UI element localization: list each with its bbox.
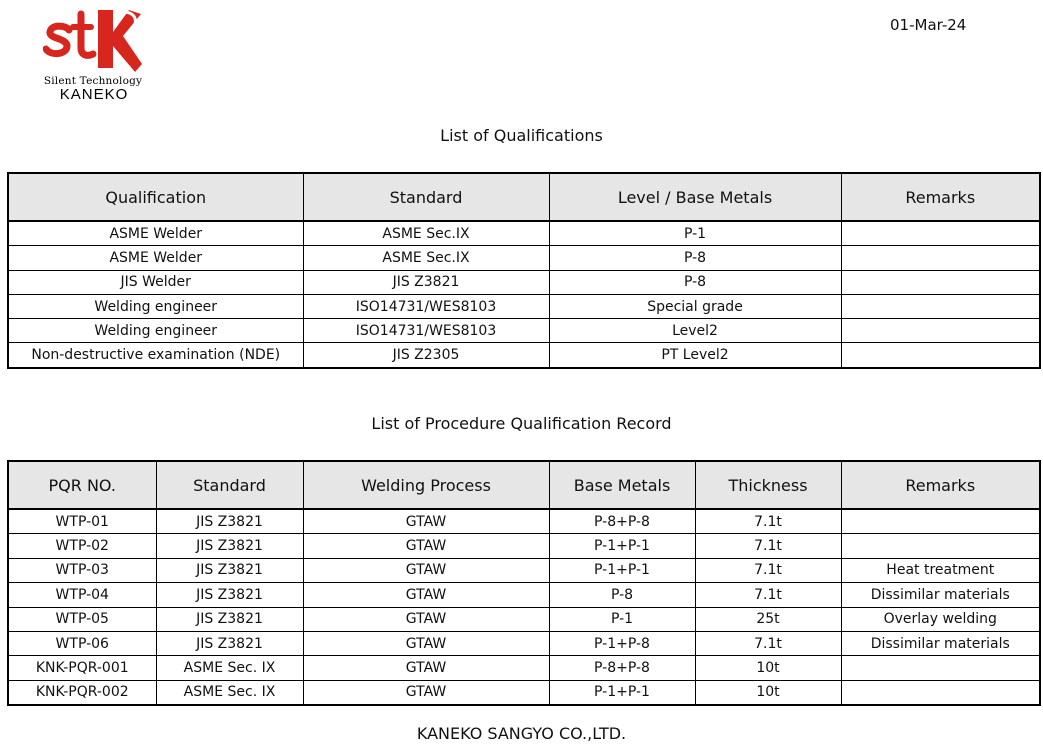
table-cell: 7.1t xyxy=(695,534,841,558)
table-cell: Dissimilar materials xyxy=(841,631,1040,655)
company-logo xyxy=(40,6,144,103)
table-cell: P-8 xyxy=(549,270,841,294)
logo-company-name: KANEKO xyxy=(59,86,129,103)
table-cell: JIS Z3821 xyxy=(156,558,303,582)
table-cell: JIS Z3821 xyxy=(156,583,303,607)
table-cell: P-1+P-1 xyxy=(549,558,695,582)
table-cell: Welding engineer xyxy=(8,319,303,343)
table-cell: GTAW xyxy=(303,656,549,680)
table-cell: P-8+P-8 xyxy=(549,509,695,534)
table-row xyxy=(8,680,1040,705)
table-cell: ASME Sec. IX xyxy=(156,680,303,705)
column-header: Level / Base Metals xyxy=(549,173,841,221)
qualifications-table xyxy=(7,172,1041,369)
column-header: Thickness xyxy=(695,461,841,509)
table-cell: WTP-02 xyxy=(8,534,156,558)
table-cell xyxy=(841,656,1040,680)
footer-company: KANEKO SANGYO CO.,LTD. xyxy=(416,724,627,743)
table-cell xyxy=(841,270,1040,294)
table-cell: Non-destructive examination (NDE) xyxy=(8,343,303,368)
table-cell: ISO14731/WES8103 xyxy=(303,294,549,318)
table-cell: 25t xyxy=(695,607,841,631)
table-cell: P-1+P-8 xyxy=(549,631,695,655)
table-cell: Welding engineer xyxy=(8,294,303,318)
table-row xyxy=(8,270,1040,294)
pqr-table xyxy=(7,460,1041,706)
qualifications-title: List of Qualifications xyxy=(440,126,603,145)
table-cell xyxy=(841,343,1040,368)
table-cell: 10t xyxy=(695,656,841,680)
table-row xyxy=(8,631,1040,655)
table-cell: JIS Z3821 xyxy=(156,631,303,655)
table-cell: GTAW xyxy=(303,631,549,655)
table-cell: Overlay welding xyxy=(841,607,1040,631)
table-cell: PT Level2 xyxy=(549,343,841,368)
table-cell: P-8 xyxy=(549,246,841,270)
table-cell: WTP-03 xyxy=(8,558,156,582)
table-cell: JIS Z3821 xyxy=(156,607,303,631)
table-cell: GTAW xyxy=(303,558,549,582)
table-cell: GTAW xyxy=(303,607,549,631)
table-cell xyxy=(841,246,1040,270)
table-cell xyxy=(841,680,1040,705)
table-row xyxy=(8,558,1040,582)
table-cell: KNK-PQR-001 xyxy=(8,656,156,680)
table-cell xyxy=(841,534,1040,558)
table-cell: ASME Sec.IX xyxy=(303,221,549,246)
table-cell: ASME Sec.IX xyxy=(303,246,549,270)
table-cell: JIS Z3821 xyxy=(303,270,549,294)
table-cell: GTAW xyxy=(303,509,549,534)
table-cell: WTP-04 xyxy=(8,583,156,607)
table-row xyxy=(8,221,1040,246)
table-cell: 7.1t xyxy=(695,583,841,607)
column-header: Remarks xyxy=(841,173,1040,221)
table-row xyxy=(8,607,1040,631)
table-row xyxy=(8,294,1040,318)
table-cell: JIS Z3821 xyxy=(156,534,303,558)
table-cell: Special grade xyxy=(549,294,841,318)
table-cell: P-1 xyxy=(549,607,695,631)
table-cell: GTAW xyxy=(303,583,549,607)
table-cell: 7.1t xyxy=(695,631,841,655)
table-cell: Dissimilar materials xyxy=(841,583,1040,607)
pqr-header-row xyxy=(8,461,1040,509)
table-cell: GTAW xyxy=(303,680,549,705)
table-row xyxy=(8,534,1040,558)
table-cell: WTP-05 xyxy=(8,607,156,631)
table-cell: JIS Z3821 xyxy=(156,509,303,534)
column-header: Base Metals xyxy=(549,461,695,509)
table-cell: ASME Welder xyxy=(8,221,303,246)
column-header: Standard xyxy=(156,461,303,509)
table-cell: P-8+P-8 xyxy=(549,656,695,680)
table-row xyxy=(8,509,1040,534)
table-cell xyxy=(841,221,1040,246)
table-cell xyxy=(841,319,1040,343)
table-cell: P-1 xyxy=(549,221,841,246)
table-row xyxy=(8,319,1040,343)
table-cell: Level2 xyxy=(549,319,841,343)
table-cell: Heat treatment xyxy=(841,558,1040,582)
table-cell: 7.1t xyxy=(695,509,841,534)
table-cell: WTP-01 xyxy=(8,509,156,534)
column-header: Remarks xyxy=(841,461,1040,509)
column-header: Standard xyxy=(303,173,549,221)
table-row xyxy=(8,246,1040,270)
table-cell: JIS Z2305 xyxy=(303,343,549,368)
table-cell: JIS Welder xyxy=(8,270,303,294)
column-header: Qualification xyxy=(8,173,303,221)
pqr-title: List of Procedure Qualification Record xyxy=(371,414,672,433)
table-cell: 7.1t xyxy=(695,558,841,582)
table-cell xyxy=(841,509,1040,534)
table-cell: P-8 xyxy=(549,583,695,607)
column-header: PQR NO. xyxy=(8,461,156,509)
qualifications-header-row xyxy=(8,173,1040,221)
table-cell: ISO14731/WES8103 xyxy=(303,319,549,343)
table-row xyxy=(8,656,1040,680)
table-cell: GTAW xyxy=(303,534,549,558)
logo-subtitle: Silent Technology xyxy=(43,75,143,87)
document-date: 01-Mar-24 xyxy=(890,16,967,34)
table-row xyxy=(8,343,1040,368)
table-cell: P-1+P-1 xyxy=(549,680,695,705)
table-cell: WTP-06 xyxy=(8,631,156,655)
table-row xyxy=(8,583,1040,607)
table-cell: 10t xyxy=(695,680,841,705)
table-cell: ASME Welder xyxy=(8,246,303,270)
column-header: Welding Process xyxy=(303,461,549,509)
table-cell: KNK-PQR-002 xyxy=(8,680,156,705)
table-cell: P-1+P-1 xyxy=(549,534,695,558)
table-cell xyxy=(841,294,1040,318)
table-cell: ASME Sec. IX xyxy=(156,656,303,680)
stk-logo-icon xyxy=(43,6,143,74)
